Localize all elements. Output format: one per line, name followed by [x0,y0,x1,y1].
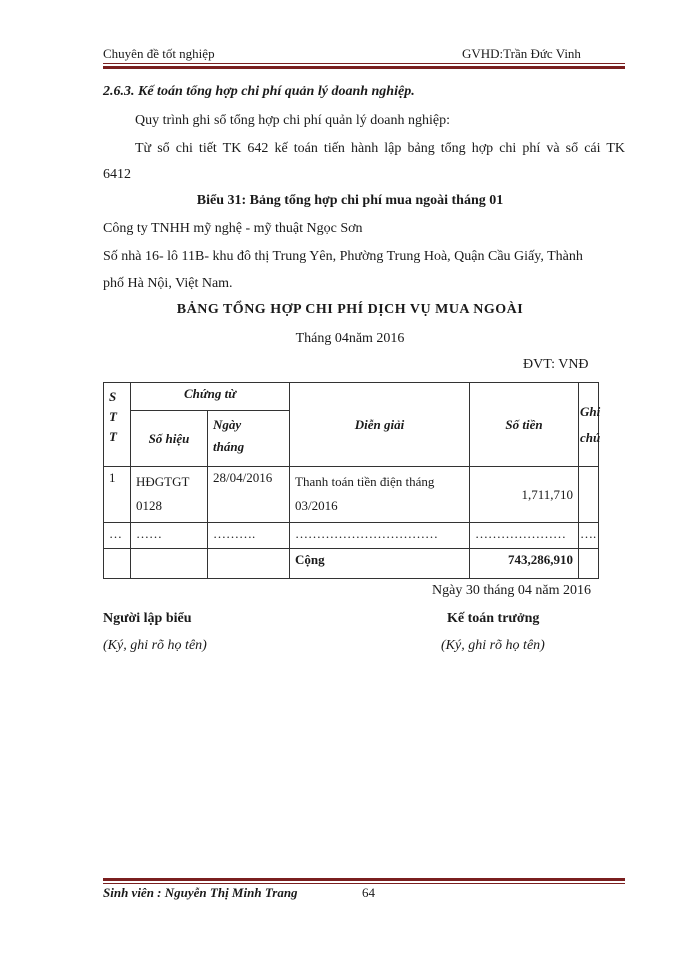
stt-letter-t1: T [109,409,117,424]
row2-so-hieu: …… [131,523,208,549]
row1-ngay: 28/04/2016 [208,467,290,523]
paragraph-2-line-1: Từ sổ chi tiết TK 642 kế toán tiến hành lập bảng tổng hợp chi phí và sổ cái TK [135,141,625,156]
chu-label: chú [580,429,601,445]
address-line-2: phố Hà Nội, Việt Nam. [103,276,233,291]
total-label: Cộng [290,549,470,579]
row2-ngay: ………. [208,523,290,549]
row1-so-tien: 1,711,710 [470,467,579,523]
company-name: Công ty TNHH mỹ nghệ - mỹ thuật Ngọc Sơn [103,221,363,236]
table-row [104,523,599,549]
total-ghi-chu [579,549,599,579]
unit-label: ĐVT: VNĐ [523,357,589,372]
ghi-label: Ghi [580,403,601,419]
table-title: BẢNG TỔNG HỢP CHI PHÍ DỊCH VỤ MUA NGOÀI [176,302,524,317]
paragraph-2-line-2: 6412 [103,167,131,182]
table-month: Tháng 04năm 2016 [295,331,405,346]
footer-student: Sinh viên : Nguyễn Thị Minh Trang [103,885,298,900]
stt-letter-s: S [109,389,117,404]
col-so-tien-header: Số tiền [470,383,579,467]
page-number: 64 [362,885,375,900]
row2-dien-giai: …………………………… [290,523,470,549]
cost-summary-table [103,382,599,579]
col-dien-giai-header: Diễn giải [290,383,470,467]
row1-ghi-chu [579,467,599,523]
header-rule-thick [103,66,625,69]
row1-dien-giai-line1: Thanh toán tiền điện tháng [295,474,435,489]
date-line: Ngày 30 tháng 04 năm 2016 [432,583,592,598]
total-value: 743,286,910 [470,549,579,579]
signature-right-note: (Ký, ghi rõ họ tên) [441,638,545,653]
total-so-hieu [131,549,208,579]
header-left: Chuyên đề tốt nghiệp [103,46,215,61]
bieu-title: Biểu 31: Bảng tổng hợp chi phí mua ngoài tháng 01 [196,193,504,208]
row2-ghi-chu: …. [579,523,599,549]
total-stt [104,549,131,579]
footer-rule-thin [103,883,625,884]
table-header-row-1 [104,383,599,411]
col-ghi-chu-header [579,383,599,467]
row1-stt: 1 [104,467,131,523]
row2-so-tien: ………………… [470,523,579,549]
row1-so-hieu-line2: 0128 [136,498,162,513]
col-ngay-thang-header [208,411,290,467]
section-title: 2.6.3. Kế toán tổng hợp chi phí quản lý doanh nghiệp. [103,84,415,99]
row2-stt: … [104,523,131,549]
address-line-1: Số nhà 16- lô 11B- khu đô thị Trung Yên, Phường Trung Hoà, Quận Cầu Giấy, Thành [103,249,583,264]
col-stt-header [104,383,131,467]
stt-letter-t2: T [109,429,117,444]
header-rule-thin [103,63,625,64]
header-right: GVHD:Trần Đức Vinh [462,46,581,61]
row1-so-hieu [131,467,208,523]
signature-left-title: Người lập biểu [103,611,192,626]
signature-right-title: Kế toán trưởng [447,611,540,626]
signature-left-note: (Ký, ghi rõ họ tên) [103,638,207,653]
row1-dien-giai-line2: 03/2016 [295,498,338,513]
row1-dien-giai [290,467,470,523]
footer-rule-thick [103,878,625,881]
thang-label: tháng [213,439,245,454]
row1-so-hieu-line1: HĐGTGT [136,474,190,489]
total-ngay [208,549,290,579]
table-row [104,467,599,523]
col-chung-tu-header: Chứng từ [131,383,290,411]
table-total-row [104,549,599,579]
col-so-hieu-header: Số hiệu [131,411,208,467]
paragraph-1: Quy trình ghi sổ tổng hợp chi phí quản lý doanh nghiệp: [135,113,450,128]
ngay-label: Ngày [213,417,242,432]
